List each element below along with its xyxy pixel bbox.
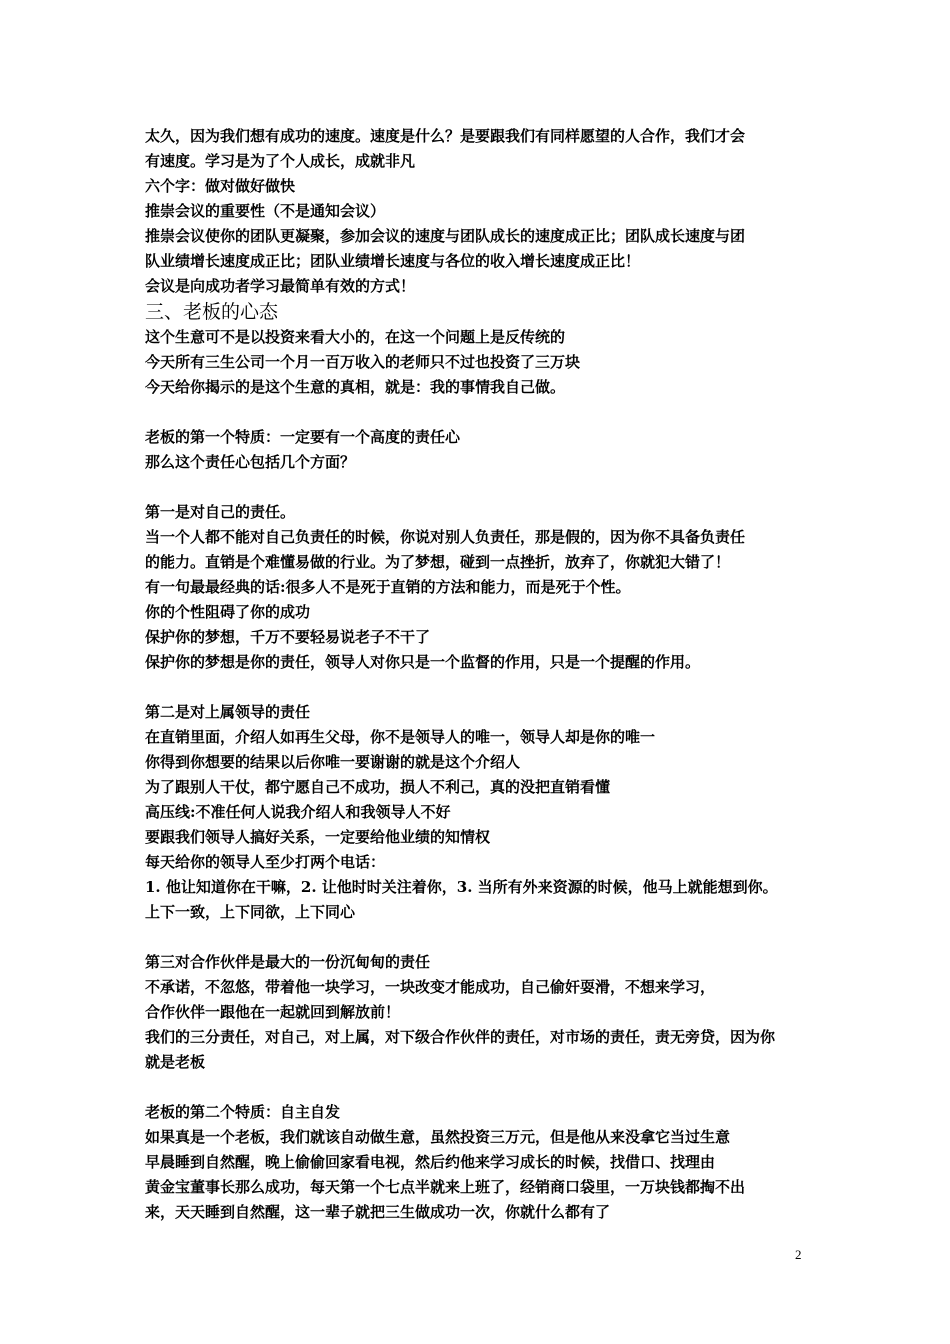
page-number: 2 xyxy=(795,1247,802,1262)
paragraph-block-investment xyxy=(145,325,825,400)
text-line: 你得到你想要的结果以后你唯一要谢谢的就是这个介绍人 xyxy=(145,753,521,771)
text-line: 我们的三分责任，对自己，对上属，对下级合作伙伴的责任，对市场的责任，责无旁贷，因为你 xyxy=(145,1028,776,1046)
paragraph-block-self-responsibility xyxy=(145,500,825,675)
text-line: 为了跟别人干仗，都宁愿自己不成功，损人不利己，真的没把直销看懂 xyxy=(145,778,611,796)
text-line: 在直销里面，介绍人如再生父母，你不是领导人的唯一，领导人却是你的唯一 xyxy=(145,728,656,746)
text-line: 第三对合作伙伴是最大的一份沉甸甸的责任 xyxy=(145,953,431,971)
text-line: 六个字：做对做好做快 xyxy=(145,177,296,195)
text-line: 来，天天睡到自然醒，这一辈子就把三生做成功一次，你就什么都有了 xyxy=(145,1203,611,1221)
text-line: 有一句最最经典的话:很多人不是死于直销的方法和能力，而是死于个性。 xyxy=(145,578,631,596)
text-line: 1. 他让知道你在干嘛，2. 让他时时关注着你，3. 当所有外来资源的时候，他马上就能想到你。 xyxy=(145,878,778,896)
paragraph-block-partner-responsibility xyxy=(145,950,825,1075)
text-line: 老板的第一个特质：一定要有一个高度的责任心 xyxy=(145,428,461,446)
paragraph-block-trait-one xyxy=(145,425,825,475)
text-line: 会议是向成功者学习最简单有效的方式！ xyxy=(145,277,416,295)
text-line: 今天所有三生公司一个月一百万收入的老师只不过也投资了三万块 xyxy=(145,353,581,371)
text-line: 就是老板 xyxy=(145,1053,206,1071)
text-line: 合作伙伴一跟他在一起就回到解放前！ xyxy=(145,1003,401,1021)
text-line: 推崇会议的重要性（不是通知会议） xyxy=(145,202,386,220)
text-line: 太久，因为我们想有成功的速度。速度是什么？是要跟我们有同样愿望的人合作，我们才会 xyxy=(145,127,746,145)
text-line: 要跟我们领导人搞好关系，一定要给他业绩的知情权 xyxy=(145,828,491,846)
text-line: 不承诺，不忽悠，带着他一块学习，一块改变才能成功，自己偷奸耍滑，不想来学习， xyxy=(145,978,716,996)
section-heading: 三、老板的心态 xyxy=(145,301,279,323)
text-line: 的能力。直销是个难懂易做的行业。为了梦想，碰到一点挫折，放弃了，你就犯大错了！ xyxy=(145,553,731,571)
text-line: 有速度。学习是为了个人成长，成就非凡 xyxy=(145,152,416,170)
text-line: 保护你的梦想是你的责任，领导人对你只是一个监督的作用，只是一个提醒的作用。 xyxy=(145,653,701,671)
text-line: 那么这个责任心包括几个方面？ xyxy=(145,453,356,471)
text-line: 上下一致，上下同欲，上下同心 xyxy=(145,903,356,921)
paragraph-gap xyxy=(145,400,825,425)
text-line: 老板的第二个特质：自主自发 xyxy=(145,1103,341,1121)
text-line: 当一个人都不能对自己负责任的时候，你说对别人负责任，那是假的，因为你不具备负责任 xyxy=(145,528,746,546)
paragraph-block-leader-responsibility xyxy=(145,700,825,925)
document-body xyxy=(145,124,825,1225)
text-line: 队业绩增长速度成正比；团队业绩增长速度与各位的收入增长速度成正比！ xyxy=(145,252,641,270)
paragraph-gap xyxy=(145,925,825,950)
text-line: 保护你的梦想，千万不要轻易说老子不干了 xyxy=(145,628,431,646)
text-line: 推崇会议使你的团队更凝聚，参加会议的速度与团队成长的速度成正比；团队成长速度与团 xyxy=(145,227,746,245)
text-line: 每天给你的领导人至少打两个电话： xyxy=(145,853,386,871)
text-line: 如果真是一个老板，我们就该自动做生意，虽然投资三万元，但是他从来没拿它当过生意 xyxy=(145,1128,731,1146)
paragraph-gap xyxy=(145,1075,825,1100)
text-line: 第一是对自己的责任。 xyxy=(145,503,296,521)
text-line: 这个生意可不是以投资来看大小的，在这一个问题上是反传统的 xyxy=(145,328,566,346)
text-line: 今天给你揭示的是这个生意的真相，就是：我的事情我自己做。 xyxy=(145,378,566,396)
text-line: 你的个性阻碍了你的成功 xyxy=(145,603,311,621)
paragraph-gap xyxy=(145,675,825,700)
text-line: 高压线:不准任何人说我介绍人和我领导人不好 xyxy=(145,803,451,821)
text-line: 黄金宝董事长那么成功，每天第一个七点半就来上班了，经销商口袋里，一万块钱都掏不出 xyxy=(145,1178,746,1196)
text-line: 第二是对上属领导的责任 xyxy=(145,703,311,721)
paragraph-block-trait-two xyxy=(145,1100,825,1225)
paragraph-gap xyxy=(145,475,825,500)
text-line: 早晨睡到自然醒，晚上偷偷回家看电视，然后约他来学习成长的时候，找借口、找理由 xyxy=(145,1153,716,1171)
intro-paragraphs xyxy=(145,124,825,299)
